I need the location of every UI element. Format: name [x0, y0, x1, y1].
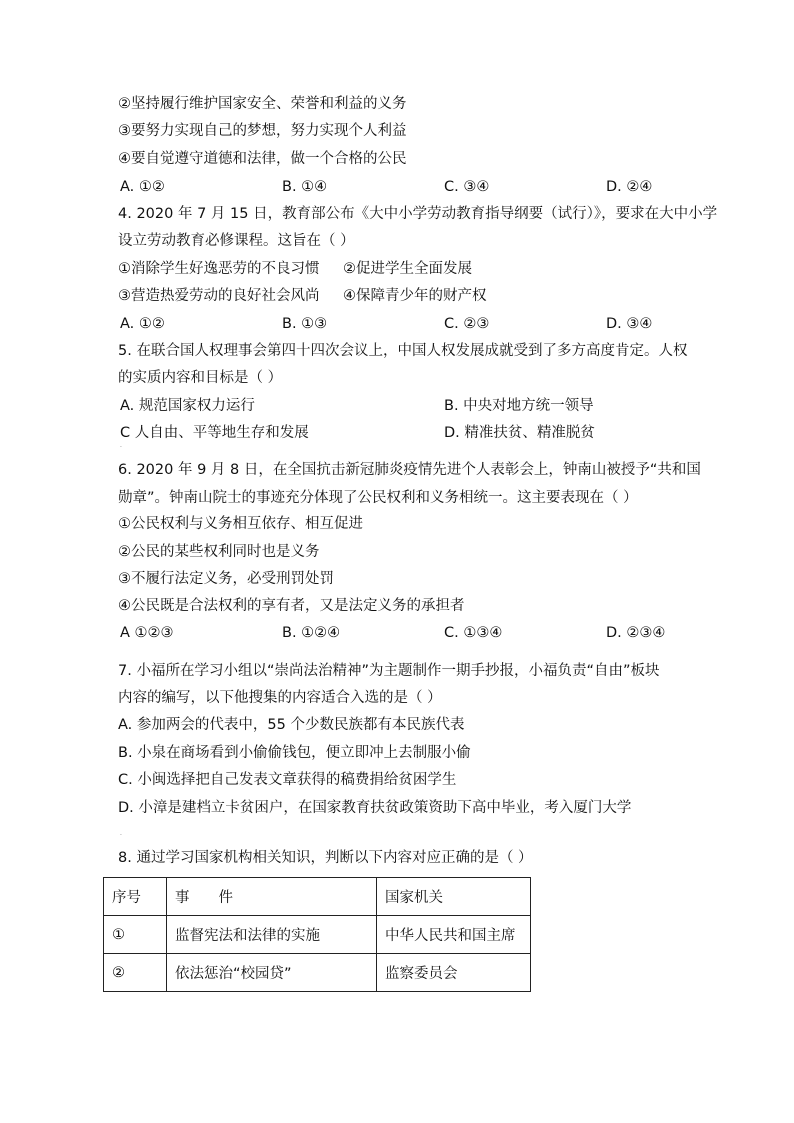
q4-option-b: B. ①③	[282, 316, 328, 332]
question-6-stem: 6. 2020 年 9 月 8 日，在全国抗击新冠肺炎疫情先进个人表彰会上，钟南山被授予“共和国	[118, 462, 701, 478]
header-number: 序号	[104, 878, 167, 916]
row-number: ②	[104, 954, 167, 992]
row-event: 监督宪法和法律的实施	[167, 916, 377, 954]
row-organ: 中华人民共和国主席	[377, 916, 531, 954]
q6-option-a: A ①②③	[120, 625, 174, 641]
question-4-stem: 4. 2020 年 7 月 15 日，教育部公布《大中小学劳动教育指导纲要（试行）》，要求在大中小学	[118, 206, 718, 222]
q5-option-d: D. 精准扶贫、精准脱贫	[444, 425, 595, 441]
row-event: 依法惩治“校园贷”	[167, 954, 377, 992]
question-8-stem: 8. 通过学习国家机构相关知识，判断以下内容对应正确的是（ ）	[118, 850, 533, 866]
option-c: C. ③④	[444, 179, 490, 195]
table-header-row	[104, 878, 531, 916]
option-a: A. ①②	[120, 179, 165, 195]
q6-option-d: D. ②③④	[606, 625, 666, 641]
q4-statement-2: ②促进学生全面发展	[343, 261, 472, 277]
q6-statement-1: ①公民权利与义务相互依存、相互促进	[118, 516, 363, 532]
stray-mark: ·	[120, 444, 122, 451]
q5-option-a: A. 规范国家权力运行	[120, 398, 255, 414]
q4-statement-4: ④保障青少年的财产权	[343, 288, 487, 304]
q6-statement-3: ③不履行法定义务，必受刑罚处罚	[118, 571, 334, 587]
table-row	[104, 916, 531, 954]
q7-option-c: C. 小闽选择把自己发表文章获得的稿费捐给贫困学生	[118, 772, 457, 788]
q7-option-d: D. 小漳是建档立卡贫困户，在国家教育扶贫政策资助下高中毕业，考入厦门大学	[118, 800, 632, 816]
q4-option-a: A. ①②	[120, 316, 165, 332]
q6-statement-2: ②公民的某些权利同时也是义务	[118, 544, 320, 560]
row-number: ①	[104, 916, 167, 954]
option-b: B. ①④	[282, 179, 328, 195]
institution-table	[103, 877, 531, 992]
question-6-stem-cont: 勋章”。钟南山院士的事迹充分体现了公民权利和义务相统一。这主要表现在（ ）	[118, 490, 638, 506]
row-organ: 监察委员会	[377, 954, 531, 992]
q6-option-b: B. ①②④	[282, 625, 341, 641]
q5-option-b: B. 中央对地方统一领导	[444, 398, 594, 414]
q6-option-c: C. ①③④	[444, 625, 503, 641]
stray-mark-2: ·	[120, 832, 122, 839]
statement-3: ③要努力实现自己的梦想，努力实现个人利益	[118, 123, 407, 139]
q7-option-b: B. 小泉在商场看到小偷偷钱包，便立即冲上去制服小偷	[118, 745, 471, 761]
question-7-stem: 7. 小福所在学习小组以“崇尚法治精神”为主题制作一期手抄报，小福负责“自由”板块	[118, 663, 660, 679]
table-row	[104, 954, 531, 992]
header-organ: 国家机关	[377, 878, 531, 916]
q7-option-a: A. 参加两会的代表中，55 个少数民族都有本民族代表	[118, 717, 465, 733]
question-4-stem-cont: 设立劳动教育必修课程。这旨在（ ）	[118, 233, 355, 249]
question-7-stem-cont: 内容的编写，以下他搜集的内容适合入选的是（ ）	[118, 690, 442, 706]
statement-4: ④要自觉遵守道德和法律，做一个合格的公民	[118, 151, 407, 167]
question-5-stem: 5. 在联合国人权理事会第四十四次会议上，中国人权发展成就受到了多方高度肯定。人权	[118, 343, 688, 359]
q4-option-c: C. ②③	[444, 316, 490, 332]
option-d: D. ②④	[606, 179, 653, 195]
header-event: 事 件	[167, 878, 377, 916]
statement-2: ②坚持履行维护国家安全、荣誉和利益的义务	[118, 96, 407, 112]
q4-statement-1: ①消除学生好逸恶劳的不良习惯	[118, 261, 320, 277]
q6-statement-4: ④公民既是合法权利的享有者，又是法定义务的承担者	[118, 598, 465, 614]
question-5-stem-cont: 的实质内容和目标是（ ）	[118, 370, 283, 386]
q4-option-d: D. ③④	[606, 316, 653, 332]
q4-statement-3: ③营造热爱劳动的良好社会风尚	[118, 288, 320, 304]
q5-option-c: C 人自由、平等地生存和发展	[120, 425, 309, 441]
